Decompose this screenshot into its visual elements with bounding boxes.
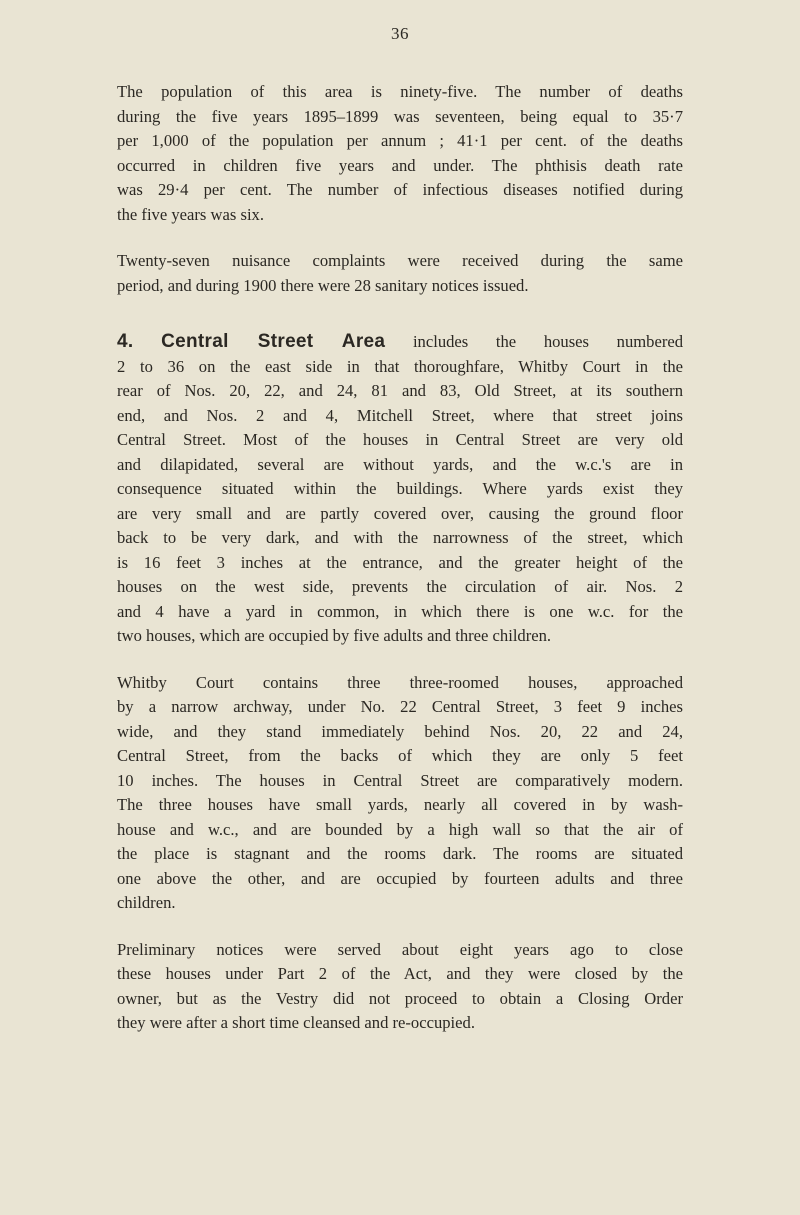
text-line: houses on the west side, prevents the circulation of air. Nos. 2 bbox=[117, 577, 683, 596]
paragraph-nuisance bbox=[117, 249, 683, 298]
text-line: the place is stagnant and the rooms dark. The rooms are situated bbox=[117, 844, 683, 863]
text-line: 2 to 36 on the east side in that thoroughfare, Whitby Court in the bbox=[117, 356, 683, 376]
section-number: 4. bbox=[117, 331, 134, 352]
text-line: back to be very dark, and with the narrowness of the street, which bbox=[117, 528, 683, 547]
section-first-line bbox=[117, 330, 683, 355]
text-line: during the five years 1895–1899 was seventeen, being equal to 35·7 bbox=[117, 106, 683, 126]
text-line: rear of Nos. 20, 22, and 24, 81 and 83, Old Street, at its southern bbox=[117, 381, 683, 400]
text-line: 10 inches. The houses in Central Street are comparatively modern. bbox=[117, 770, 683, 790]
text-line: per 1,000 of the population per annum ; 41·1 per cent. of the deaths bbox=[117, 131, 683, 150]
text-line: are very small and are partly covered over, causing the ground floor bbox=[117, 503, 683, 523]
text-line: occurred in children five years and under. The phthisis death rate bbox=[117, 155, 683, 175]
text-line: two houses, which are occupied by five adults and three children. bbox=[117, 626, 552, 645]
text-line: Preliminary notices were served about eight years ago to close bbox=[117, 939, 683, 959]
section-first-line-text: includes the houses numbered bbox=[412, 332, 684, 351]
text-line: and dilapidated, several are without yards, and the w.c.'s are in bbox=[117, 454, 683, 474]
text-line: Whitby Court contains three three-roomed houses, approached bbox=[117, 672, 683, 692]
text-line: and 4 have a yard in common, in which there is one w.c. for the bbox=[117, 601, 683, 621]
text-line: owner, but as the Vestry did not proceed to obtain a Closing Order bbox=[117, 988, 683, 1008]
paragraph-population bbox=[117, 80, 683, 227]
paragraph-whitby-court bbox=[117, 671, 683, 916]
text-line: period, and during 1900 there were 28 sanitary notices issued. bbox=[117, 275, 529, 295]
page-number: 36 bbox=[391, 24, 409, 43]
text-line: end, and Nos. 2 and 4, Mitchell Street, where that street joins bbox=[117, 405, 683, 425]
text-line: one above the other, and are occupied by fourteen adults and three bbox=[117, 868, 683, 888]
text-line: was 29·4 per cent. The number of infectious diseases notified during bbox=[117, 180, 683, 199]
text-line: the five years was six. bbox=[117, 204, 264, 224]
text-line: children. bbox=[117, 893, 176, 912]
text-line: by a narrow archway, under No. 22 Central Street, 3 feet 9 inches bbox=[117, 697, 683, 716]
text-line: these houses under Part 2 of the Act, and they were closed by the bbox=[117, 964, 683, 983]
text-line: wide, and they stand immediately behind Nos. 20, 22 and 24, bbox=[117, 721, 683, 741]
text-line: house and w.c., and are bounded by a high wall so that the air of bbox=[117, 819, 683, 839]
text-line: Central Street, from the backs of which they are only 5 feet bbox=[117, 746, 683, 765]
body-text bbox=[117, 80, 683, 1058]
text-line: consequence situated within the buildings. Where yards exist they bbox=[117, 479, 683, 498]
text-line: they were after a short time cleansed and re-occupied. bbox=[117, 1013, 475, 1032]
paragraph-preliminary-notices bbox=[117, 938, 683, 1036]
text-line: The population of this area is ninety-five. The number of deaths bbox=[117, 82, 683, 101]
section-central-street-area bbox=[117, 330, 683, 649]
text-line: Central Street. Most of the houses in Central Street are very old bbox=[117, 430, 683, 449]
text-line: is 16 feet 3 inches at the entrance, and the greater height of the bbox=[117, 552, 683, 572]
text-line: The three houses have small yards, nearly all covered in by wash- bbox=[117, 795, 683, 814]
section-heading: Central Street Area bbox=[161, 331, 386, 352]
text-line: Twenty-seven nuisance complaints were received during the same bbox=[117, 251, 683, 270]
